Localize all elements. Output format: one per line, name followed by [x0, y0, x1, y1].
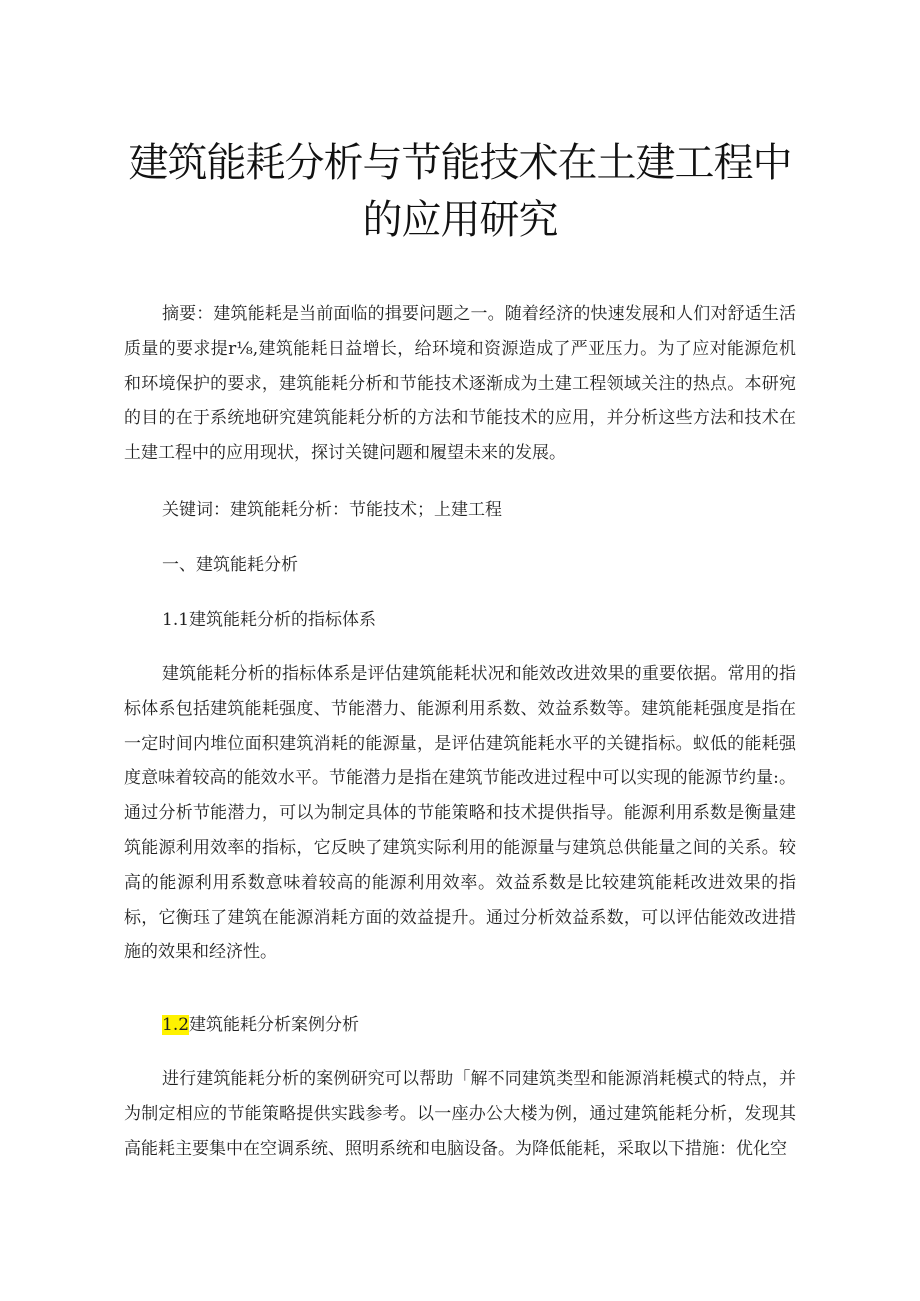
section-1-1-body: 建筑能耗分析的指标体系是评估建筑能耗状况和能效改进效果的重要依据。常用的指标体系包括建筑能耗强度、节能潜力、能源利用系数、效益系数等。建筑能耗强度是指在一定时间内堆位面积建筑消耗的能源量，是评估建筑能耗水平的关键指标。蚁低的能耗强度意味着较高的能效水平。节能潜力是指在建筑节能改进过程中可以实现的能源节约量:。通过分析节能潜力，可以为制定具体的节能策略和技术提供指导。能源利用系数是衡量建筑能源利用效率的指标，它反映了建筑实际利用的能源量与建筑总供能量之间的关系。较高的能源利用系数意味着较高的能源利用效率。效益系数是比较建筑能耗改进效果的指标，它衡珏了建筑在能源消耗方面的效益提升。通过分析效益系数，可以评估能效改进措施的效果和经济性。	[124, 664, 796, 963]
abstract-paragraph: 摘要：建筑能耗是当前面临的揖要问题之一。随着经济的快速发展和人们对舒适生活质量的要求提r⅛,建筑能耗日益增长，给环境和资源造成了严亚压力。为了应对能源危机和环境保护的要求，建筑能耗分析和节能技术逐渐成为土建工程领域关注的热点。本研宛的目的在于系统地研究建筑能耗分析的方法和节能技术的应用，并分析这些方法和技术在土建工程中的应用现状，探讨关键问题和履望未来的发展。	[124, 304, 796, 464]
section-1-2-heading	[162, 1008, 359, 1042]
section-1-2-title: 建筑能耗分析案例分析	[189, 1015, 360, 1035]
page-title-line-1: 建筑能耗分析与节能技术在土建工程中	[128, 140, 792, 186]
page-title-line-2: 的应用研究	[362, 197, 558, 243]
keywords-line: 关键词：建筑能耗分析：节能技术；上建工程	[162, 500, 502, 520]
section-1-heading: 一、建筑能耗分析	[162, 555, 298, 575]
section-1-1-heading: 1.1建筑能耗分析的指标体系	[162, 610, 377, 630]
section-1-2-number-highlight: 1.2	[162, 1015, 190, 1035]
section-1-2-body: 进行建筑能耗分析的案例研究可以帮助「解不同建筑类型和能源消耗模式的特点，并为制定相应的节能策略提供实践参考。以一座办公大楼为例，通过建筑能耗分析，发现其高能耗主要集中在空调系统、照明系统和电脑设备。为降低能耗，采取以下措施：优化空	[124, 1069, 796, 1159]
